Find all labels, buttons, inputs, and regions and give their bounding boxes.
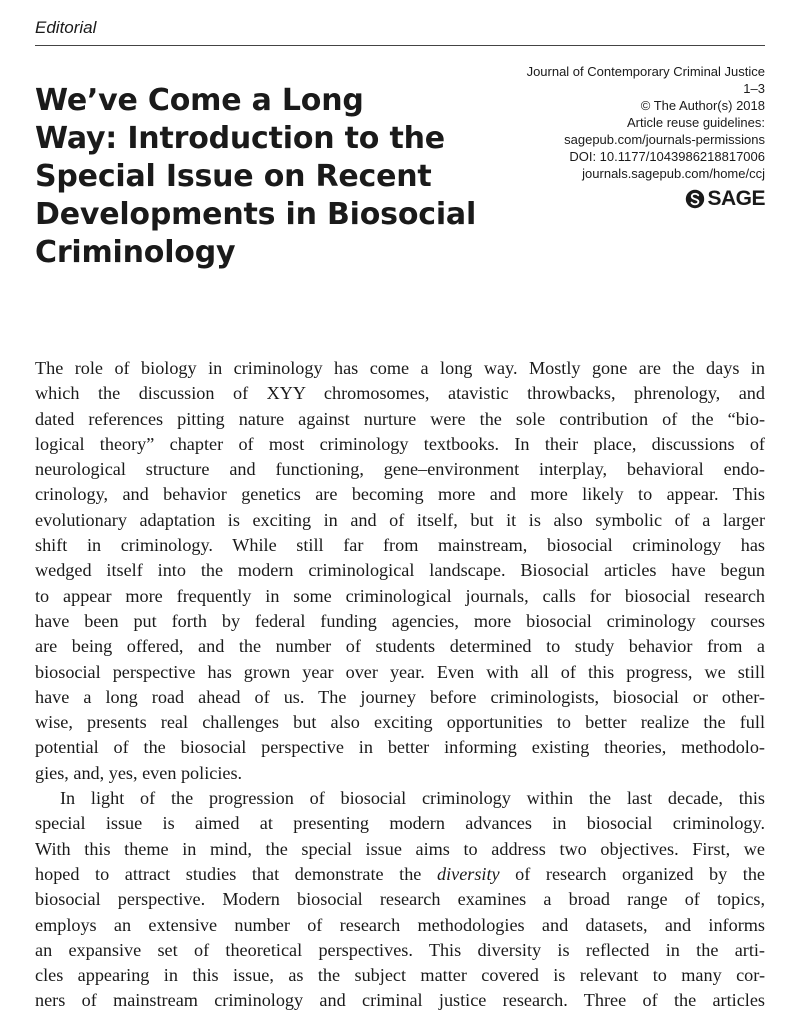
text-line: have been put forth by federal funding agencies, more biosocial criminology courses [35,610,765,631]
text-line: which the discussion of XYY chromosomes, atavistic throwbacks, phrenology, and [35,383,765,404]
text-line: are being offered, and the number of students determined to study behavior from a [35,636,765,657]
text-line: The role of biology in criminology has come a long way. Mostly gone are the days in [35,358,765,378]
text-line [35,862,765,887]
text-line: evolutionary adaptation is exciting in and of itself, but it is also symbolic of a larger [35,509,765,530]
text-run: hoped to attract studies that demonstrate the [35,863,437,884]
emphasis-diversity: diversity [436,863,500,884]
text-line: ners of mainstream criminology and criminal justice research. Three of the articles [35,990,765,1011]
text-line: wise, presents real challenges but also exciting opportunities to better realize the full [35,712,765,733]
title-line: Criminology [35,235,236,270]
text-line: logical theory” chapter of most criminology textbooks. In their place, discussions of [35,433,765,454]
page-range: 1–3 [743,81,765,96]
text-line: an expansive set of theoretical perspectives. This diversity is reflected in the arti- [35,939,765,960]
sage-wordmark: SAGE [707,187,765,210]
title-line: Way: Introduction to the [35,121,445,156]
title-line: We’ve Come a Long [35,83,364,118]
reuse-label: Article reuse guidelines: [626,115,765,130]
article-title [35,82,475,272]
paragraph-1 [35,356,765,786]
article-body [35,356,765,1014]
doi[interactable]: DOI: 10.1177/1043986218817006 [569,149,765,164]
copyright: © The Author(s) 2018 [640,98,765,113]
title-line: Special Issue on Recent [35,159,432,194]
text-line: have a long road ahead of us. The journey before criminologists, biosocial or other- [35,686,765,707]
text-line: shift in criminology. While still far from mainstream, biosocial criminology has [35,535,765,556]
journal-name: Journal of Contemporary Criminal Justice [526,64,765,79]
text-line: biosocial perspective. Modern biosocial research examines a broad range of topics, [35,889,765,910]
text-line: neurological structure and functioning, gene–environment interplay, behavioral endo- [35,459,765,480]
header-rule [35,45,765,46]
text-line: special issue is aimed at presenting modern advances in biosocial criminology. [35,813,765,834]
text-run: of research organized by the [499,863,765,884]
text-line: In light of the progression of biosocial criminology within the last decade, this [60,788,765,809]
title-line: Developments in Biosocial [35,197,477,232]
section-label: Editorial [35,18,97,37]
text-line: wedged itself into the modern criminological landscape. Biosocial articles have begun [35,560,765,581]
text-line: crinology, and behavior genetics are becoming more and more likely to appear. This [35,484,765,505]
text-line: employs an extensive number of research methodologies and datasets, and informs [35,914,765,935]
paragraph-2 [35,786,765,1014]
journal-homepage-link[interactable]: journals.sagepub.com/home/ccj [582,166,765,181]
text-line: potential of the biosocial perspective in better informing existing theories, methodolo- [35,737,765,758]
publisher-logo [527,188,765,210]
text-line: cles appearing in this issue, as the subject matter covered is relevant to many cor- [35,965,765,986]
text-line: biosocial perspective has grown year over year. Even with all of this progress, we still [35,661,765,682]
article-metadata [527,63,765,210]
text-line: to appear more frequently in some criminological journals, calls for biosocial research [35,585,765,606]
text-line: With this theme in mind, the special issue aims to address two objectives. First, we [35,838,765,859]
permissions-link[interactable]: sagepub.com/journals-permissions [564,132,765,147]
sage-emblem-icon [685,189,705,209]
text-line: dated references pitting nature against nurture were the sole contribution of the “bio- [35,408,765,429]
text-line: gies, and, yes, even policies. [35,762,243,783]
